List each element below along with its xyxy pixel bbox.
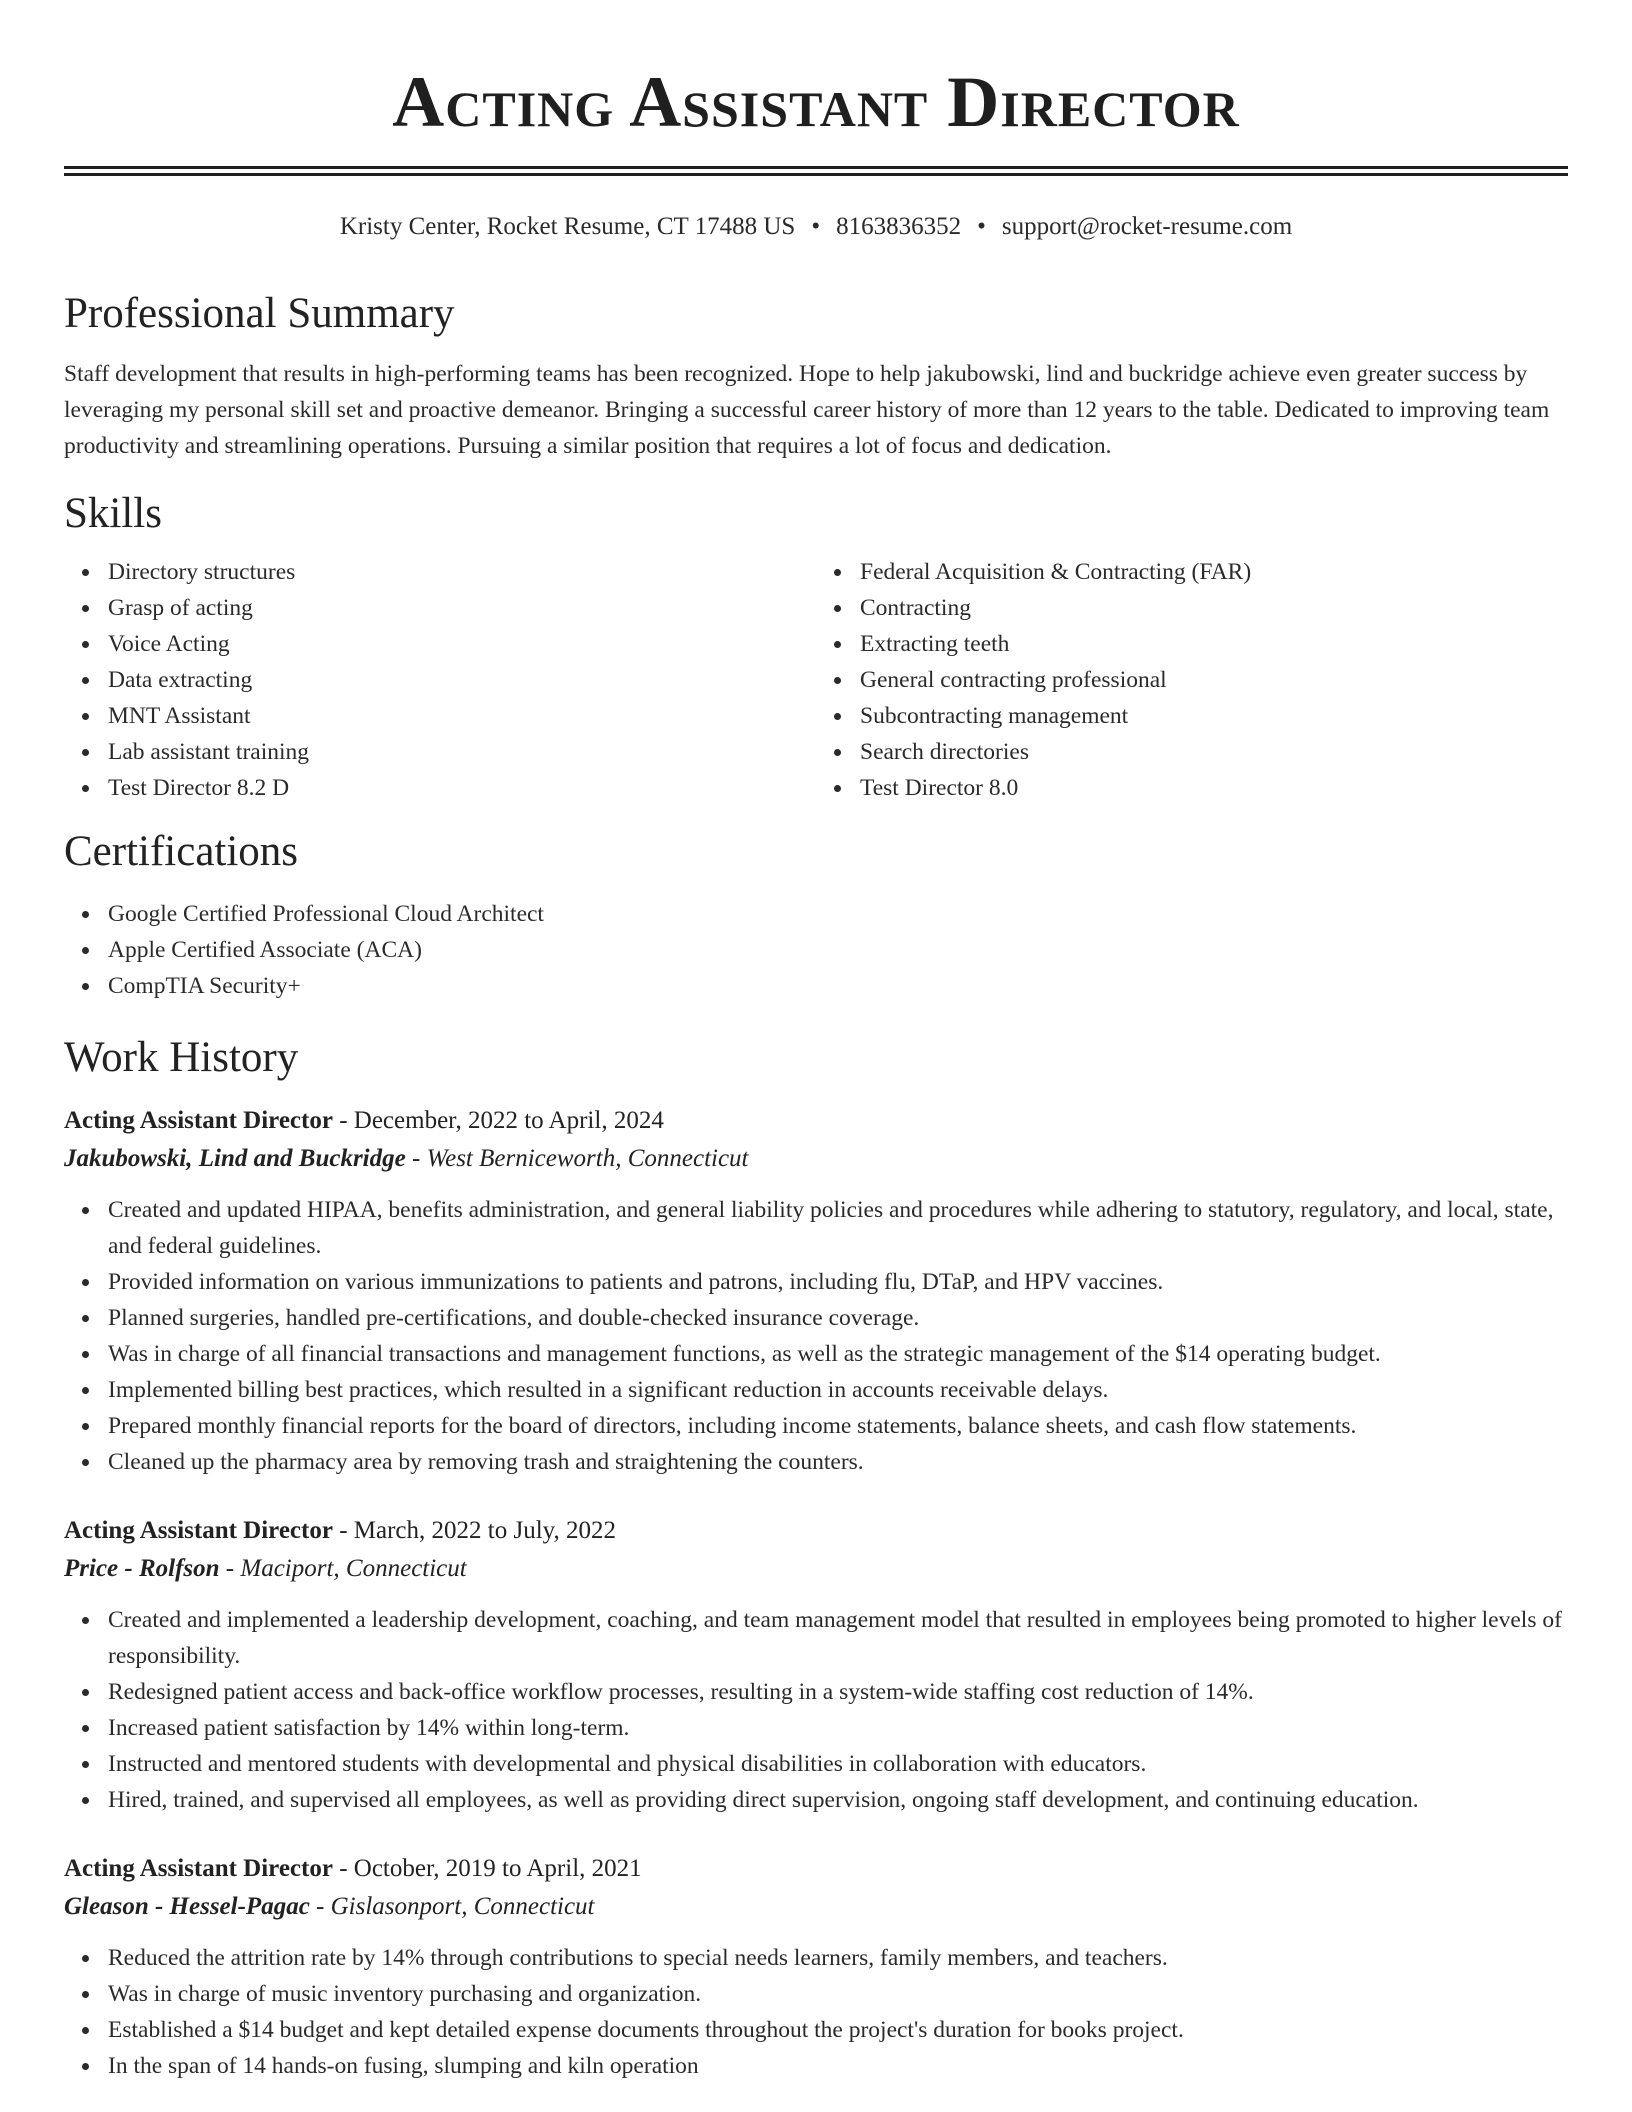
job-dates: October, 2019 to April, 2021 bbox=[353, 1855, 642, 1882]
skill-item: Voice Acting bbox=[108, 626, 816, 662]
skills-heading: Skills bbox=[64, 490, 162, 537]
job-dates: March, 2022 to July, 2022 bbox=[353, 1517, 617, 1544]
skills-list-right bbox=[816, 554, 1568, 806]
skill-item: Extracting teeth bbox=[860, 626, 1568, 662]
job-bullet: Provided information on various immunizations to patients and patrons, including flu, DTaP, and HPV vaccines. bbox=[108, 1264, 1568, 1300]
certifications-list bbox=[64, 896, 1568, 1004]
contact-phone: 8163836352 bbox=[836, 213, 962, 240]
summary-text: Staff development that results in high-performing teams has been recognized. Hope to help jakubowski, lind and buckridge achieve even greater success by leveraging my personal skill set and proactive demeanor. Bringing a successful career history of more than 12 years to the table. Dedicated to improving team productivity and streamlining operations. Pursuing a similar position that requires a lot of focus and dedication. bbox=[64, 361, 1550, 459]
job-title-line bbox=[64, 1102, 1568, 1140]
job-bullet: Prepared monthly financial reports for the board of directors, including income statements, balance sheets, and cash flow statements. bbox=[108, 1408, 1568, 1444]
resume-name: Acting Assistant Director bbox=[392, 62, 1240, 142]
skill-item: Federal Acquisition & Contracting (FAR) bbox=[860, 554, 1568, 590]
skills-list-left bbox=[64, 554, 816, 806]
job-bullets bbox=[64, 1940, 1568, 2084]
header-double-rule bbox=[64, 166, 1568, 176]
job-entry bbox=[64, 1102, 1568, 1480]
skill-item: Contracting bbox=[860, 590, 1568, 626]
job-bullets bbox=[64, 1602, 1568, 1818]
job-bullet: Created and updated HIPAA, benefits administration, and general liability policies and procedures while adhering to statutory, regulatory, and local, state, and federal guidelines. bbox=[108, 1192, 1568, 1264]
job-company: Gleason - Hessel-Pagac bbox=[64, 1893, 310, 1920]
job-dash: - bbox=[219, 1555, 241, 1582]
job-bullet: Increased patient satisfaction by 14% within long-term. bbox=[108, 1710, 1568, 1746]
certifications-heading: Certifications bbox=[64, 828, 299, 875]
job-bullet: Created and implemented a leadership development, coaching, and team management model that resulted in employees being promoted to higher levels of responsibility. bbox=[108, 1602, 1568, 1674]
job-bullet: Planned surgeries, handled pre-certifications, and double-checked insurance coverage. bbox=[108, 1300, 1568, 1336]
job-entry bbox=[64, 1512, 1568, 1818]
job-dash: - bbox=[332, 1107, 354, 1134]
job-title-line bbox=[64, 1512, 1568, 1550]
skill-item: Subcontracting management bbox=[860, 698, 1568, 734]
job-entry bbox=[64, 1850, 1568, 2084]
job-location: Gislasonport, Connecticut bbox=[330, 1893, 595, 1920]
job-bullet: In the span of 14 hands-on fusing, slumping and kiln operation bbox=[108, 2048, 1568, 2084]
job-dash: - bbox=[405, 1145, 427, 1172]
contact-email: support@rocket-resume.com bbox=[1001, 213, 1293, 240]
job-title: Acting Assistant Director bbox=[64, 1517, 333, 1544]
skill-item: Grasp of acting bbox=[108, 590, 816, 626]
contact-separator: • bbox=[977, 213, 986, 240]
contact-separator: • bbox=[811, 213, 821, 240]
job-bullet: Was in charge of all financial transactions and management functions, as well as the strategic management of the $14 operating budget. bbox=[108, 1336, 1568, 1372]
job-company-line bbox=[64, 1550, 1568, 1588]
job-bullet: Hired, trained, and supervised all employees, as well as providing direct supervision, ongoing staff development, and continuing education. bbox=[108, 1782, 1568, 1818]
skill-item: General contracting professional bbox=[860, 662, 1568, 698]
job-dates: December, 2022 to April, 2024 bbox=[353, 1107, 664, 1134]
job-title: Acting Assistant Director bbox=[64, 1107, 333, 1134]
skill-item: Lab assistant training bbox=[108, 734, 816, 770]
job-bullet: Implemented billing best practices, which resulted in a significant reduction in accounts receivable delays. bbox=[108, 1372, 1568, 1408]
job-bullets bbox=[64, 1192, 1568, 1480]
resume-page bbox=[64, 0, 1568, 2084]
job-dash: - bbox=[332, 1517, 354, 1544]
certification-item: Google Certified Professional Cloud Architect bbox=[108, 896, 1568, 932]
skill-item: Search directories bbox=[860, 734, 1568, 770]
job-company: Price - Rolfson bbox=[64, 1555, 220, 1582]
certification-item: Apple Certified Associate (ACA) bbox=[108, 932, 1568, 968]
job-bullet: Established a $14 budget and kept detailed expense documents throughout the project's duration for books project. bbox=[108, 2012, 1568, 2048]
skill-item: Directory structures bbox=[108, 554, 816, 590]
job-title-line bbox=[64, 1850, 1568, 1888]
job-company: Jakubowski, Lind and Buckridge bbox=[64, 1145, 406, 1172]
skill-item: Test Director 8.0 bbox=[860, 770, 1568, 806]
job-bullet: Cleaned up the pharmacy area by removing trash and straightening the counters. bbox=[108, 1444, 1568, 1480]
skills-columns bbox=[64, 554, 1568, 806]
certification-item: CompTIA Security+ bbox=[108, 968, 1568, 1004]
contact-address: Kristy Center, Rocket Resume, CT 17488 US bbox=[339, 213, 796, 240]
skill-item: Data extracting bbox=[108, 662, 816, 698]
job-company-line bbox=[64, 1888, 1568, 1926]
job-bullet: Instructed and mentored students with developmental and physical disabilities in collaboration with educators. bbox=[108, 1746, 1568, 1782]
skill-item: MNT Assistant bbox=[108, 698, 816, 734]
job-company-line bbox=[64, 1140, 1568, 1178]
summary-heading: Professional Summary bbox=[64, 290, 455, 337]
job-title: Acting Assistant Director bbox=[64, 1855, 333, 1882]
skill-item: Test Director 8.2 D bbox=[108, 770, 816, 806]
job-dash: - bbox=[332, 1855, 354, 1882]
job-bullet: Was in charge of music inventory purchasing and organization. bbox=[108, 1976, 1568, 2012]
job-bullet: Reduced the attrition rate by 14% through contributions to special needs learners, family members, and teachers. bbox=[108, 1940, 1568, 1976]
job-bullet: Redesigned patient access and back-office workflow processes, resulting in a system-wide staffing cost reduction of 14%. bbox=[108, 1674, 1568, 1710]
work-history-heading: Work History bbox=[64, 1034, 299, 1081]
job-location: West Berniceworth, Connecticut bbox=[426, 1145, 749, 1172]
job-location: Maciport, Connecticut bbox=[240, 1555, 467, 1582]
contact-line bbox=[64, 210, 1568, 244]
job-dash: - bbox=[309, 1893, 331, 1920]
work-history-list bbox=[64, 1102, 1568, 2084]
